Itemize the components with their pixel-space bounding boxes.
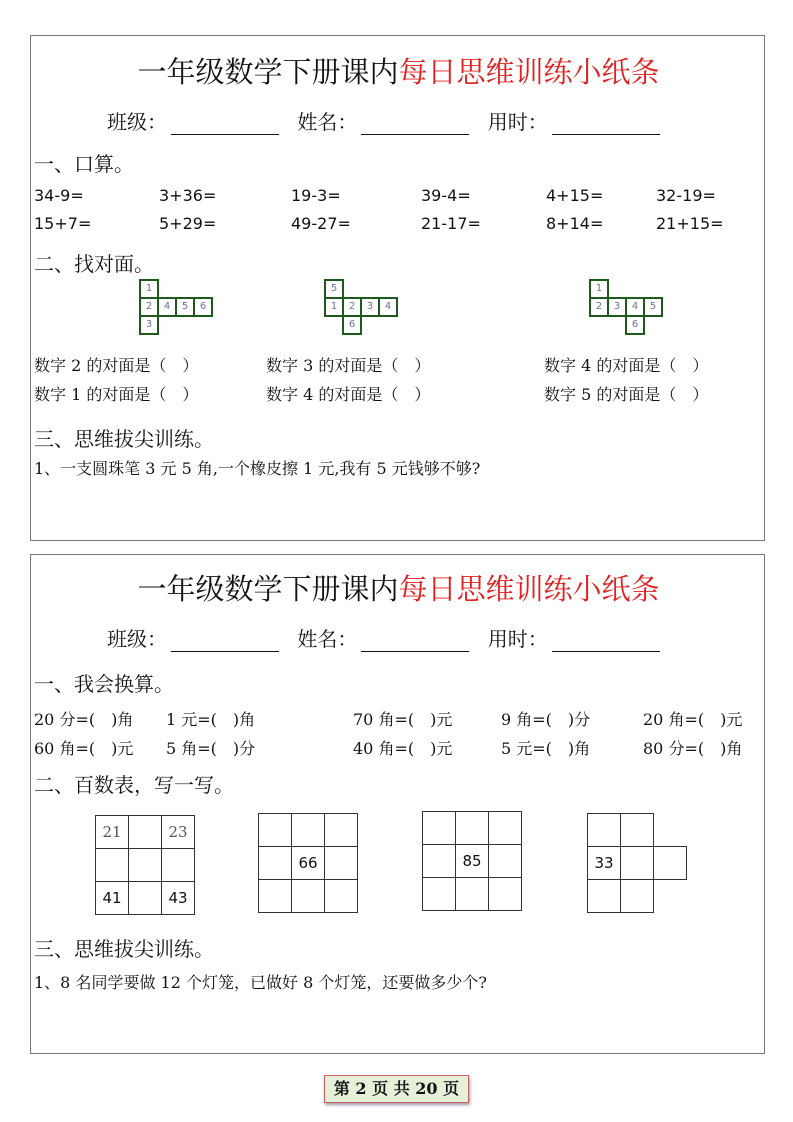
grid-cell: 41 <box>95 881 129 915</box>
grid-cell[interactable] <box>128 848 162 882</box>
conversion-item: 1 元=( )角 <box>166 710 256 729</box>
grid-cell[interactable] <box>488 877 522 911</box>
title-black: 一年级数学下册课内 <box>137 55 399 89</box>
section-heading: 三、思维拔尖训练。 <box>34 937 214 961</box>
worksheet-card-1 <box>30 35 765 541</box>
conversion-item: 9 角=( )分 <box>501 710 591 729</box>
problem-item: 4+15= <box>546 186 604 205</box>
problem-item: 5+29= <box>159 214 217 233</box>
net-face: 5 <box>324 279 344 299</box>
conversion-item: 20 分=( )角 <box>34 710 134 729</box>
grid-cell[interactable] <box>587 879 621 913</box>
word-problem: 1、一支圆珠笔 3 元 5 角,一个橡皮擦 1 元,我有 5 元钱够不够? <box>34 459 481 478</box>
problem-item: 49-27= <box>291 214 351 233</box>
net-face: 1 <box>324 297 344 317</box>
section-heading: 一、我会换算。 <box>34 672 174 696</box>
net-face: 4 <box>157 297 177 317</box>
conversion-item: 5 角=( )分 <box>166 739 256 758</box>
net-face: 4 <box>378 297 398 317</box>
question-item: 数字 2 的对面是（ ） <box>34 356 199 375</box>
problem-item: 39-4= <box>421 186 471 205</box>
problem-item: 19-3= <box>291 186 341 205</box>
page-indicator: 第 2 页 共 20 页 <box>324 1075 469 1103</box>
problem-item: 34-9= <box>34 186 84 205</box>
problem-item: 32-19= <box>656 186 716 205</box>
conversion-item: 5 元=( )角 <box>501 739 591 758</box>
grid-cell[interactable] <box>128 881 162 915</box>
question-item: 数字 1 的对面是（ ） <box>34 385 199 404</box>
info-row <box>107 106 660 135</box>
time-label: 用时： <box>487 627 548 651</box>
grid-cell[interactable] <box>620 879 654 913</box>
conversion-item: 60 角=( )元 <box>34 739 134 758</box>
title-black: 一年级数学下册课内 <box>137 572 399 606</box>
grid-cell: 33 <box>587 846 621 880</box>
info-row <box>107 623 660 652</box>
time-field[interactable] <box>552 634 660 652</box>
class-label: 班级： <box>107 110 167 134</box>
net-face: 3 <box>139 315 159 335</box>
net-face: 1 <box>139 279 159 299</box>
problem-item: 15+7= <box>34 214 92 233</box>
title-red: 每日思维训练小纸条 <box>398 55 660 89</box>
grid-cell[interactable] <box>587 813 621 847</box>
net-face: 6 <box>193 297 213 317</box>
name-field[interactable] <box>361 634 469 652</box>
net-face: 6 <box>625 315 645 335</box>
conversion-item: 20 角=( )元 <box>643 710 743 729</box>
section-heading: 二、百数表，写一写。 <box>34 773 234 797</box>
grid-cell[interactable] <box>324 879 358 913</box>
grid-cell[interactable] <box>128 815 162 849</box>
grid-cell: 23 <box>161 815 195 849</box>
grid-cell[interactable] <box>620 846 654 880</box>
section-heading: 一、口算。 <box>34 152 134 176</box>
net-face: 3 <box>607 297 627 317</box>
net-face: 2 <box>342 297 362 317</box>
question-item: 数字 4 的对面是（ ） <box>544 356 709 375</box>
grid-cell[interactable] <box>455 877 489 911</box>
question-item: 数字 4 的对面是（ ） <box>266 385 431 404</box>
class-label: 班级： <box>107 627 167 651</box>
net-face: 5 <box>643 297 663 317</box>
net-face: 6 <box>342 315 362 335</box>
problem-item: 8+14= <box>546 214 604 233</box>
grid-cell[interactable] <box>488 844 522 878</box>
word-problem: 1、8 名同学要做 12 个灯笼，已做好 8 个灯笼，还要做多少个? <box>34 973 487 992</box>
problem-item: 3+36= <box>159 186 217 205</box>
grid-cell: 85 <box>455 844 489 878</box>
grid-cell[interactable] <box>324 846 358 880</box>
card-title <box>31 50 766 91</box>
name-field[interactable] <box>361 117 469 135</box>
grid-cell: 66 <box>291 846 325 880</box>
grid-cell[interactable] <box>161 848 195 882</box>
problem-item: 21+15= <box>656 214 724 233</box>
time-field[interactable] <box>552 117 660 135</box>
grid-cell[interactable] <box>291 813 325 847</box>
grid-cell[interactable] <box>258 813 292 847</box>
grid-cell[interactable] <box>291 879 325 913</box>
net-face: 1 <box>589 279 609 299</box>
time-label: 用时： <box>487 110 548 134</box>
title-red: 每日思维训练小纸条 <box>398 572 660 606</box>
worksheet-card-2 <box>30 554 765 1054</box>
name-label: 姓名： <box>297 110 358 134</box>
grid-cell[interactable] <box>653 846 687 880</box>
grid-cell[interactable] <box>488 811 522 845</box>
net-face: 5 <box>175 297 195 317</box>
conversion-item: 80 分=( )角 <box>643 739 743 758</box>
grid-cell[interactable] <box>324 813 358 847</box>
grid-cell[interactable] <box>258 846 292 880</box>
question-item: 数字 3 的对面是（ ） <box>266 356 431 375</box>
grid-cell[interactable] <box>258 879 292 913</box>
grid-cell[interactable] <box>422 811 456 845</box>
grid-cell[interactable] <box>422 877 456 911</box>
class-field[interactable] <box>171 634 279 652</box>
net-face: 2 <box>139 297 159 317</box>
card-title <box>31 567 766 608</box>
conversion-item: 70 角=( )元 <box>353 710 453 729</box>
problem-item: 21-17= <box>421 214 481 233</box>
grid-cell[interactable] <box>422 844 456 878</box>
grid-cell[interactable] <box>620 813 654 847</box>
grid-cell[interactable] <box>95 848 129 882</box>
question-item: 数字 5 的对面是（ ） <box>544 385 709 404</box>
net-face: 4 <box>625 297 645 317</box>
section-heading: 三、思维拔尖训练。 <box>34 427 214 451</box>
grid-cell: 21 <box>95 815 129 849</box>
section-heading: 二、找对面。 <box>34 252 154 276</box>
conversion-item: 40 角=( )元 <box>353 739 453 758</box>
grid-cell[interactable] <box>455 811 489 845</box>
class-field[interactable] <box>171 117 279 135</box>
net-face: 3 <box>360 297 380 317</box>
grid-cell: 43 <box>161 881 195 915</box>
name-label: 姓名： <box>297 627 358 651</box>
net-face: 2 <box>589 297 609 317</box>
